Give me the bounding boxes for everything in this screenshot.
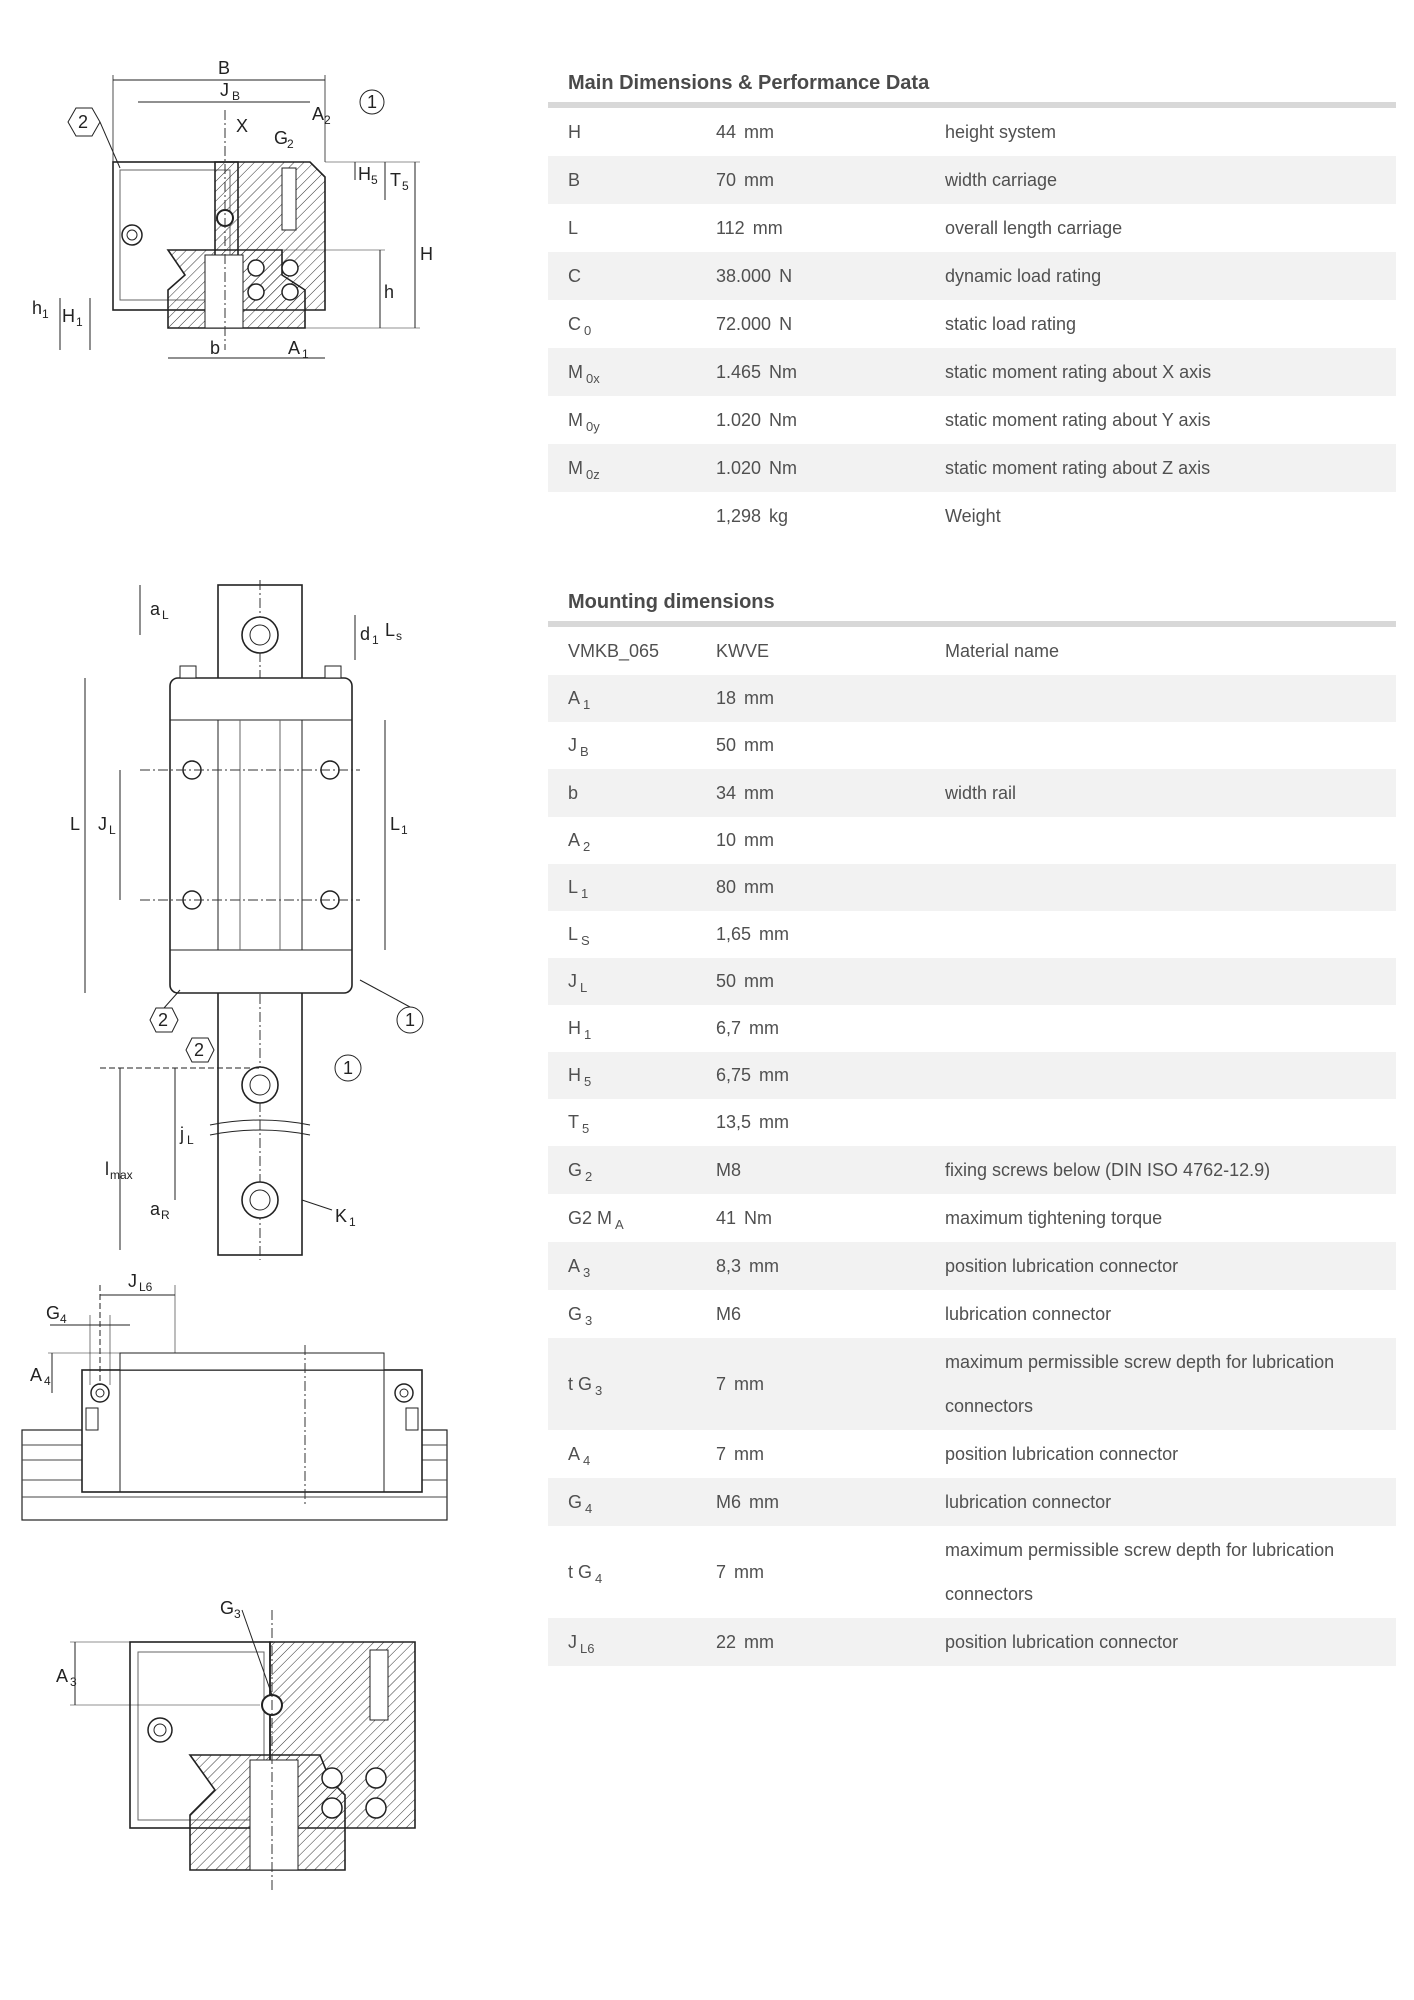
value-cell [716,783,945,804]
value-cell [716,506,945,527]
unit: mm [744,1631,775,1652]
description-cell [945,933,1396,937]
symbol-cell [548,641,716,662]
description-cell [945,697,1396,701]
unit: Nm [769,409,798,430]
label-a2: A [312,104,325,124]
label-t5: T [390,170,401,190]
description-cell [945,1121,1396,1125]
symbol-subscript: 4 [583,1452,591,1468]
value: 50 [716,735,737,755]
side-view-drawing [20,1265,460,1535]
symbol-subscript: 5 [582,1121,590,1136]
table-row [548,911,1396,958]
symbol: G [568,1491,583,1512]
lube-section-drawing [20,1580,440,1900]
mounting-dimensions-table [548,627,1396,1666]
description-cell: static moment rating about Z axis [945,458,1211,478]
callout-2-top: 2 [158,1010,169,1030]
description-cell: Weight [945,506,1001,526]
symbol-subscript: L [580,980,588,995]
symbol-subscript: 0z [586,466,600,482]
value: 50 [716,971,737,991]
value-cell [716,688,945,709]
svg-text:1: 1 [42,307,49,321]
symbol-subscript: 1 [583,697,591,712]
unit: mm [744,735,775,755]
label-h1-upper: H [62,306,75,326]
label-l: L [70,814,81,834]
label-l1: L [390,814,401,834]
symbol: C [568,313,581,334]
unit: kg [769,505,789,526]
svg-text:B: B [232,89,241,103]
svg-text:3: 3 [234,1607,241,1621]
symbol-cell [548,170,716,191]
description-cell [945,886,1396,890]
value: 1.020 [716,457,762,478]
symbol-subscript: 3 [595,1382,603,1398]
value: 7 [716,1443,727,1464]
svg-text:max: max [110,1168,133,1182]
callout-1-rail: 1 [343,1058,354,1078]
value: 112 [716,217,745,238]
unit: N [779,265,793,286]
unit: mm [749,1491,780,1512]
label-ls: L [385,620,396,640]
symbol: A [568,1255,581,1276]
table-row [548,1194,1396,1242]
description-cell: maximum permissible screw depth for lubrication connectors [945,1540,1335,1604]
symbol-subscript: 0 [584,322,592,338]
value: 22 [716,1631,737,1652]
table-row [548,627,1396,675]
symbol-cell [548,1159,716,1184]
symbol-subscript: 0x [586,370,600,386]
symbol: L [568,217,579,238]
unit: mm [734,1443,765,1464]
label-h5: H [358,164,371,184]
symbol-cell [548,1207,716,1232]
description-cell: Material name [945,641,1060,661]
value: 1.020 [716,409,762,430]
label-jl6: J [128,1271,137,1291]
unit: mm [744,971,775,991]
description-cell: height system [945,122,1057,142]
label-a4: A [30,1365,43,1385]
svg-text:R: R [161,1208,170,1222]
table-row [548,1338,1396,1430]
symbol-cell [548,877,716,901]
unit: mm [744,121,775,142]
callout-2-rail: 2 [194,1040,205,1060]
symbol: A [568,1443,581,1464]
value-cell [716,266,945,287]
label-jl-rail: j [180,1124,184,1144]
symbol: H [568,121,581,142]
mounting-dimensions-title: Mounting dimensions [548,575,1396,627]
value: M6 [716,1303,742,1324]
symbol: B [568,169,581,190]
symbol-cell [548,218,716,239]
symbol-subscript: 0y [586,418,600,434]
description-cell [945,744,1396,748]
main-dimensions-table [548,108,1396,540]
table-row [548,722,1396,769]
description-cell: overall length carriage [945,218,1123,238]
symbol-subscript: 3 [583,1264,591,1280]
symbol-subscript: 1 [584,1027,592,1042]
symbol-subscript: S [581,933,590,948]
unit: mm [759,1112,790,1132]
label-g4: G [46,1303,61,1323]
table-row [548,958,1396,1005]
value-cell [716,1256,945,1277]
symbol-cell [548,361,716,386]
value: M6 [716,1491,742,1512]
description-cell [945,1074,1396,1078]
table-row [548,1618,1396,1666]
symbol-subscript: L6 [580,1640,595,1656]
unit: mm [744,830,775,850]
table-row [548,348,1396,396]
symbol-cell [548,266,716,287]
value: 10 [716,830,737,850]
value-cell [716,314,945,335]
symbol-subscript: 2 [585,1168,593,1184]
table-row [548,156,1396,204]
label-b-rail: b [210,338,221,358]
unit: mm [744,877,775,897]
callout-2: 2 [78,112,89,132]
table-row [548,1146,1396,1194]
symbol-subscript: 2 [583,839,591,854]
table-row [548,1005,1396,1052]
value: 38.000 [716,265,772,286]
table-row [548,1242,1396,1290]
symbol-cell [548,783,716,804]
label-x: X [236,116,249,136]
table-row [548,675,1396,722]
svg-text:5: 5 [402,179,409,193]
svg-text:2: 2 [324,113,331,127]
table-row [548,1526,1396,1618]
svg-text:s: s [396,629,402,643]
value: KWVE [716,640,770,661]
symbol-subscript: 3 [585,1312,593,1328]
svg-text:4: 4 [44,1374,51,1388]
cross-section-drawing [20,50,440,380]
symbol: M [568,409,583,430]
table-row [548,1099,1396,1146]
symbol-cell [548,1112,716,1136]
symbol-cell [548,457,716,482]
label-lmax: l [105,1159,109,1179]
label-jl: J [98,814,107,834]
description-cell: position lubrication connector [945,1444,1179,1464]
value: 18 [716,688,737,708]
symbol-cell [548,830,716,854]
symbol: J [568,735,577,755]
table-row [548,864,1396,911]
symbol-cell [548,122,716,143]
main-dimensions-section [548,56,1396,540]
value: 41 [716,1207,737,1228]
symbol-cell [548,1303,716,1328]
value-cell [716,458,945,479]
symbol-cell [548,971,716,995]
value: 6,75 [716,1065,752,1085]
label-h1-lower: h [32,298,43,318]
label-g3: G [220,1598,235,1618]
symbol-subscript: A [615,1216,624,1232]
description-cell: static moment rating about Y axis [945,410,1211,430]
table-row [548,108,1396,156]
table-row [548,204,1396,252]
symbol: J [568,1631,577,1652]
table-row [548,817,1396,864]
symbol-cell [548,1443,716,1468]
symbol: VMKB_065 [568,640,660,661]
table-row [548,252,1396,300]
value: 70 [716,169,737,190]
value-cell [716,1632,945,1653]
value: 7 [716,1561,727,1582]
table-row [548,396,1396,444]
symbol-cell [548,1491,716,1516]
unit: Nm [744,1207,773,1228]
symbol: L [568,924,579,944]
symbol-cell [548,735,716,759]
main-dimensions-title: Main Dimensions & Performance Data [548,56,1396,108]
symbol-subscript: 4 [585,1500,593,1516]
value-cell [716,1374,945,1395]
value-cell [716,362,945,383]
label-h-rail: h [384,282,395,302]
value-cell [716,735,945,756]
callout-1-top: 1 [405,1010,416,1030]
description-cell [945,839,1396,843]
value: 1.465 [716,361,762,382]
description-cell: width carriage [945,170,1058,190]
unit: mm [744,169,775,190]
unit: Nm [769,361,798,382]
symbol-subscript: 4 [595,1570,603,1586]
label-h-system: H [420,244,433,264]
value: 80 [716,877,737,897]
symbol-cell [548,409,716,434]
label-jb: J [220,80,229,100]
unit: mm [752,217,783,238]
symbol: H [568,1018,581,1038]
unit: N [779,313,793,334]
table-row [548,1430,1396,1478]
value: 1,298 [716,505,762,526]
symbol-cell [548,688,716,712]
unit: mm [744,688,775,708]
value-cell [716,877,945,898]
value: 7 [716,1373,727,1394]
symbol-cell [548,1018,716,1042]
svg-text:1: 1 [302,347,309,361]
value: M8 [716,1159,742,1180]
svg-text:L6: L6 [139,1280,153,1294]
description-cell: static moment rating about X axis [945,362,1212,382]
label-ar: a [150,1199,161,1219]
value: 13,5 [716,1112,752,1132]
value-cell [716,1492,945,1513]
label-k1: K [335,1206,348,1226]
value-cell [716,1444,945,1465]
symbol: G [568,1159,583,1180]
symbol: t G [568,1561,593,1582]
value-cell [716,1018,945,1039]
symbol-cell [548,1373,716,1398]
value-cell [716,1562,945,1583]
symbol: G [568,1303,583,1324]
svg-text:1: 1 [401,823,408,837]
value-cell [716,1208,945,1229]
svg-text:3: 3 [70,1675,77,1689]
symbol: A [568,830,581,850]
value: 72.000 [716,313,772,334]
value: 34 [716,782,737,803]
symbol-cell [548,1065,716,1089]
description-cell: dynamic load rating [945,266,1102,286]
symbol-subscript: 1 [581,886,589,901]
unit: mm [749,1018,780,1038]
label-g2: G [274,128,289,148]
symbol-cell [548,1255,716,1280]
unit: mm [759,924,790,944]
table-row [548,1290,1396,1338]
svg-text:1: 1 [76,315,83,329]
symbol: A [568,688,581,708]
unit: Nm [769,457,798,478]
description-cell [945,980,1396,984]
value-cell [716,641,945,662]
label-a3: A [56,1666,69,1686]
symbol-subscript: B [580,744,589,759]
unit: mm [734,1561,765,1582]
svg-text:4: 4 [60,1312,67,1326]
table-row [548,769,1396,817]
symbol: T [568,1112,579,1132]
svg-text:L: L [109,823,116,837]
table-row [548,444,1396,492]
label-a1: A [288,338,301,358]
description-cell: lubrication connector [945,1492,1112,1512]
unit: mm [734,1373,765,1394]
value-cell [716,830,945,851]
svg-text:1: 1 [349,1215,356,1229]
description-cell [945,1027,1396,1031]
svg-text:2: 2 [287,137,294,151]
svg-text:L: L [162,608,169,622]
table-row [548,1052,1396,1099]
unit: mm [749,1255,780,1276]
svg-text:1: 1 [372,633,379,647]
value-cell [716,1065,945,1086]
label-al: a [150,599,161,619]
top-view-drawing [20,560,440,1260]
symbol: M [568,361,583,382]
label-d1: d [360,624,371,644]
symbol: C [568,265,581,286]
symbol-subscript: 5 [584,1074,592,1089]
callout-1: 1 [367,92,378,112]
value-cell [716,971,945,992]
description-cell: static load rating [945,314,1077,334]
mounting-dimensions-section [548,575,1396,1666]
symbol: L [568,877,579,897]
description-cell: maximum permissible screw depth for lubrication connectors [945,1352,1335,1416]
value-cell [716,122,945,143]
symbol: t G [568,1373,593,1394]
table-row [548,492,1396,540]
table-row [548,1478,1396,1526]
symbol: b [568,782,579,803]
description-cell: maximum tightening torque [945,1208,1163,1228]
svg-text:L: L [187,1133,194,1147]
value-cell [716,170,945,191]
value: 1,65 [716,924,752,944]
description-cell: position lubrication connector [945,1632,1179,1652]
unit: mm [744,782,775,803]
unit: mm [759,1065,790,1085]
symbol-cell [548,313,716,338]
symbol: H [568,1065,581,1085]
value: 8,3 [716,1255,742,1276]
description-cell: lubrication connector [945,1304,1112,1324]
symbol: G2 M [568,1207,613,1228]
description-cell: fixing screws below (DIN ISO 4762-12.9) [945,1160,1271,1180]
value: 6,7 [716,1018,742,1038]
symbol: J [568,971,577,991]
value-cell [716,410,945,431]
value-cell [716,924,945,945]
description-cell: position lubrication connector [945,1256,1179,1276]
value-cell [716,1304,945,1325]
label-b: B [218,58,231,78]
symbol-cell [548,1561,716,1586]
table-row [548,300,1396,348]
value-cell [716,1112,945,1133]
svg-text:5: 5 [371,173,378,187]
symbol-cell [548,924,716,948]
symbol-cell [548,1631,716,1656]
value-cell [716,218,945,239]
value: 44 [716,121,737,142]
description-cell: width rail [945,783,1017,803]
symbol: M [568,457,583,478]
value-cell [716,1160,945,1181]
